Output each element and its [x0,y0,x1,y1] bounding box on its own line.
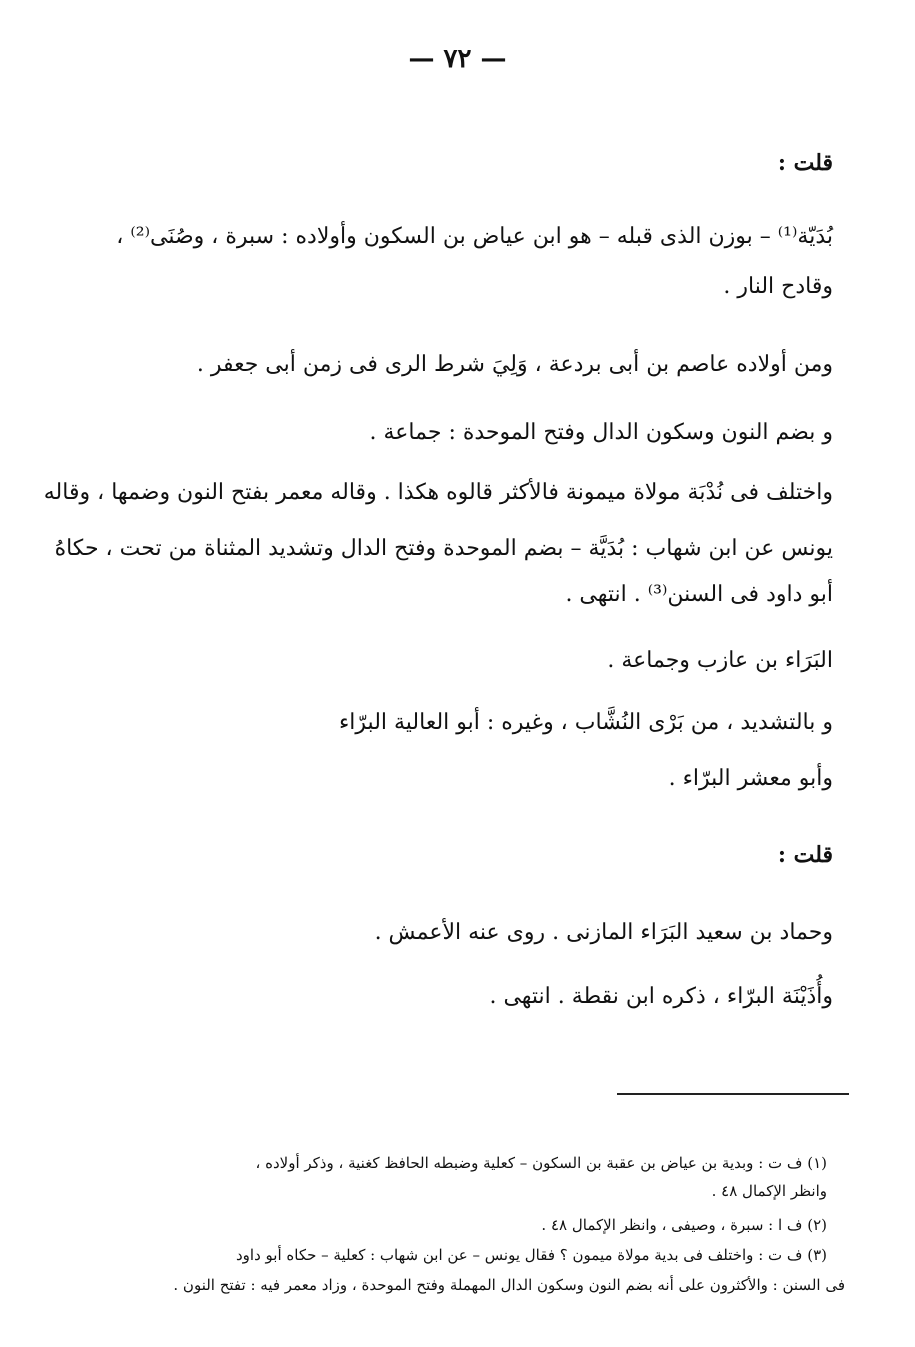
footnote-1: (١) ف ت : وبدية بن عياض بن عقبة بن السكون – كعلية وضبطه الحافظ كغنية ، وذكر أولاده ، [255,1154,827,1172]
entry-budayya-cont: وقادح النار . [723,274,833,299]
entry-nadba-dispute-cont: يونس عن ابن شهاب : بُدَيَّة – بضم الموحدة وفتح الدال وتشديد المثناة من تحت ، حكاهُ [54,536,833,561]
entry-bara: البَرَاء بن عازب وجماعة . [607,648,833,673]
entry-barra-tashdid: و بالتشديد ، من بَرْى النُشَّاب ، وغيره : أبو العالية البرّاء [338,710,833,735]
heading-qultu-2: قلت : [777,842,833,868]
entry-nadba-dispute: واختلف فى نُدْبَة مولاة ميمونة فالأكثر قالوه هكذا . وقاله معمر بفتح النون وضمها ، وقاله [43,480,833,505]
entry-nadba-vocalization: و بضم النون وسكون الدال وفتح الموحدة : جماعة . [369,420,833,445]
heading-qultu-1: قلت : [777,150,833,176]
footnote-divider [617,1093,849,1095]
page-number: — ٧٢ — [408,44,507,74]
footnote-3: (٣) ف ت : واختلف فى بدية مولاة ميمون ؟ فقال يونس – عن ابن شهاب : كعلية – حكاه أبو داود [236,1246,827,1264]
entry-asim: ومن أولاده عاصم بن أبى بردعة ، وَلِيَ شرط الرى فى زمن أبى جعفر . [196,352,833,377]
footnote-2: (٢) ف ا : سبرة ، وصيفى ، وانظر الإكمال ٤٨ . [541,1216,827,1234]
entry-barra-tashdid-cont: وأبو معشر البرّاء . [668,766,833,791]
entry-udhayna: وأُذَيْنَة البرّاء ، ذكره ابن نقطة . انتهى . [489,984,833,1009]
footnote-1-cont: وانظر الإكمال ٤٨ . [711,1182,827,1200]
footnote-3-cont: فى السنن : والأكثرون على أنه بضم النون وسكون الدال المهملة وفتح الموحدة ، وزاد معمر فيه : تفتح النون . [173,1276,845,1294]
entry-nadba-dispute-end: أبو داود فى السنن⁽³⁾ . انتهى . [565,582,833,607]
entry-budayya: بُدَيّة⁽¹⁾ – بوزن الذى قبله – هو ابن عياض بن السكون وأولاده : سبرة ، وصُنَى⁽²⁾ ، [116,224,833,249]
entry-hammad: وحماد بن سعيد البَرَاء المازنى . روى عنه الأعمش . [374,920,833,945]
